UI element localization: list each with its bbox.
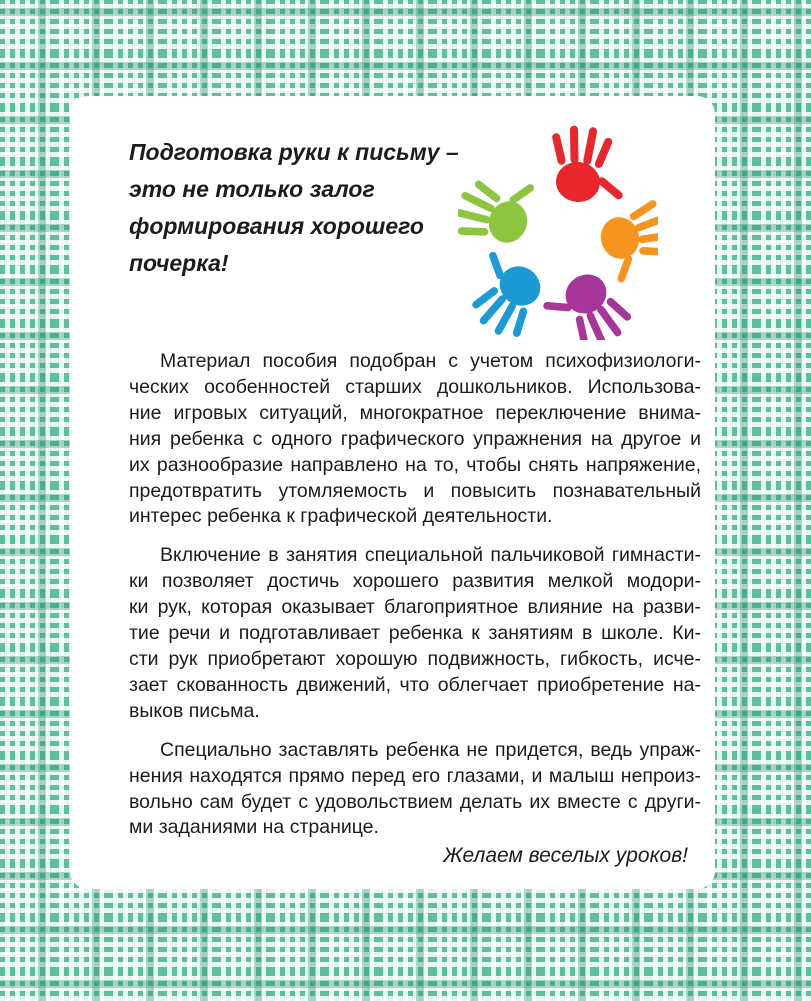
text-line: нения находятся прямо перед его глазами, и малыш непроиз- — [129, 764, 701, 787]
text-line: Включение в занятия специальной пальчиковой гимнасти- — [160, 544, 701, 567]
paragraph-1 — [129, 349, 701, 530]
text-line: зает скованность движений, что облегчает приобретение на- — [129, 673, 701, 696]
text-line: ческих особенностей старших дошкольников. Использова- — [129, 375, 701, 398]
text-line: предотвратить утомляемость и повысить познавательный — [129, 479, 701, 502]
text-line: интерес ребенка к графической деятельности. — [129, 505, 553, 528]
headline-line: формирования хорошего — [129, 213, 424, 239]
content-card — [70, 96, 715, 889]
headline-line: почерка! — [129, 250, 229, 276]
paragraph-2 — [129, 543, 701, 724]
paragraph-3 — [129, 738, 701, 842]
text-line: вольно сам будет с удовольствием делать их вместе с други- — [129, 790, 701, 813]
text-line: ки рук, которая оказывает благоприятное влияние на разви- — [129, 596, 701, 619]
body-text — [129, 349, 701, 854]
headline — [129, 134, 489, 282]
text-line: Специально заставлять ребенка не придется, ведь упраж- — [160, 738, 701, 761]
green-hand-icon — [458, 162, 541, 256]
text-line: тие речи и подготавливает ребенка к занятиям в школе. Ки- — [129, 622, 701, 645]
blue-hand-icon — [458, 245, 555, 340]
orange-hand-icon — [594, 196, 658, 286]
text-line: ми заданиями на странице. — [129, 816, 379, 839]
text-line: их разнообразие направлено на то, чтобы снять напряжение, — [129, 453, 701, 476]
text-line: ние игровых ситуаций, многократное переключение внима- — [129, 401, 701, 424]
red-hand-icon — [546, 123, 630, 206]
text-line: ния ребенка с одного графического упражнения на другое и — [129, 427, 701, 450]
headline-line: Подготовка руки к письму – — [129, 139, 459, 165]
text-line: сти рук приобретают хорошую подвижность, гибкость, исче- — [129, 647, 701, 670]
headline-line: это не только залог — [129, 176, 375, 202]
text-line: ки позволяет достичь хорошего развития мелкой модори- — [129, 570, 701, 593]
closing-wish: Желаем веселых уроков! — [443, 844, 688, 867]
text-line: Материал пособия подобран с учетом психофизиологи- — [160, 350, 701, 372]
text-line: выков письма. — [129, 699, 260, 722]
colorful-handprints-icon — [458, 110, 658, 340]
